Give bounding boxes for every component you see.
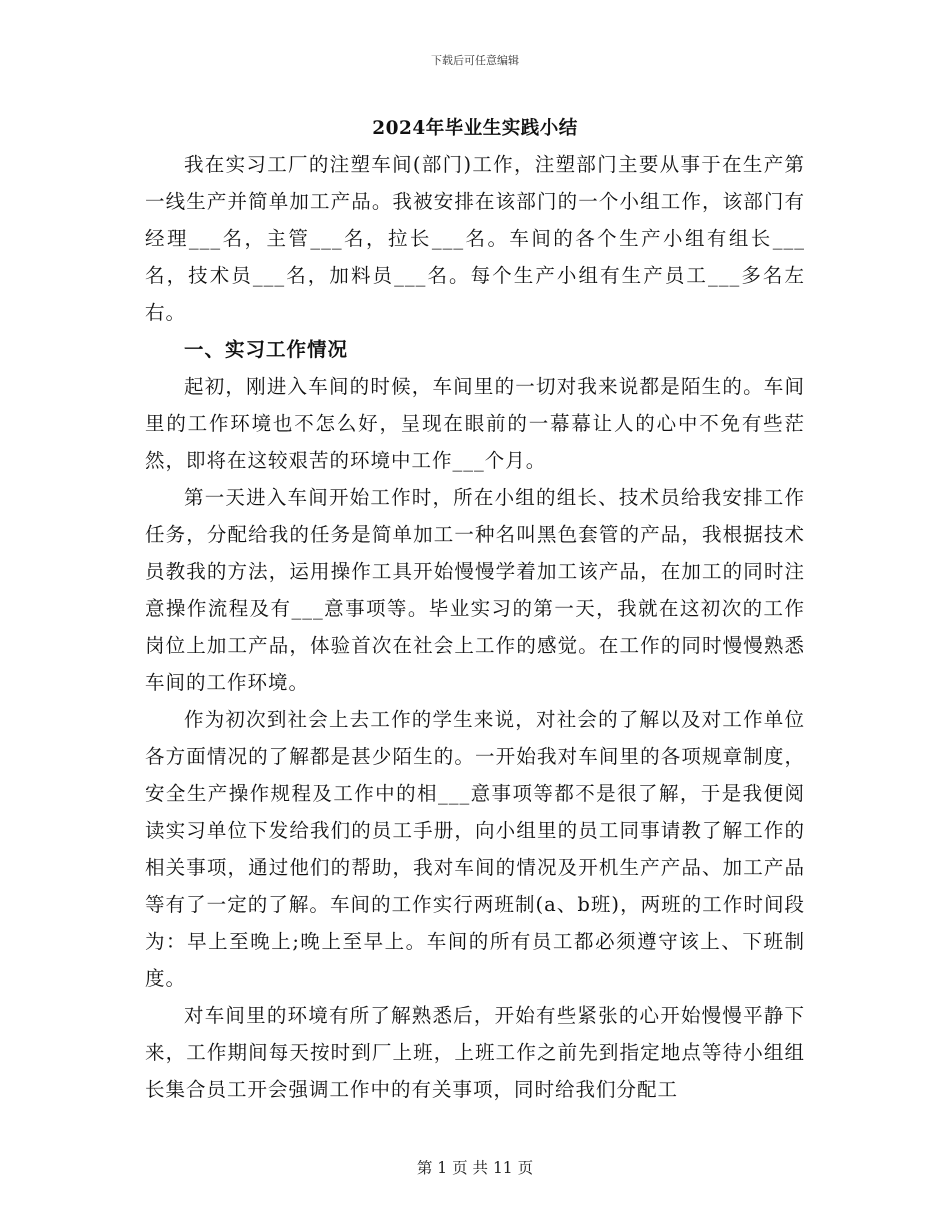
paragraph-intro: 我在实习工厂的注塑车间(部门)工作，注塑部门主要从事于在生产第一线生产并简单加工产品。我被安排在该部门的一个小组工作，该部门有经理___名，主管___名，拉长___名。车间的各个生产小组有组长___名，技术员___名，加料员___名。每个生产小组有生产员工___多名左右。 (145, 153, 805, 324)
document-body (145, 146, 805, 1108)
header-note: 下载后可任意编辑 (431, 54, 519, 67)
paragraph-learning: 作为初次到社会上去工作的学生来说，对社会的了解以及对工作单位各方面情况的了解都是甚少陌生的。一开始我对车间里的各项规章制度，安全生产操作规程及工作中的相___意事项等都不是很了解，于是我便阅读实习单位下发给我们的员工手册，向小组里的员工同事请教了解工作的相关事项，通过他们的帮助，我对车间的情况及开机生产产品、加工产品等有了一定的了解。车间的工作实行两班制(a、b班)，两班的工作时间段为：早上至晚上;晚上至早上。车间的所有员工都必须遵守该上、下班制度。 (145, 708, 805, 990)
page-number-footer: 第 1 页 共 11 页 (416, 1159, 534, 1177)
paragraph-settling-in: 对车间里的环境有所了解熟悉后，开始有些紧张的心开始慢慢平静下来，工作期间每天按时到厂上班，上班工作之前先到指定地点等待小组组长集合员工开会强调工作中的有关事项，同时给我们分配工 (145, 1004, 805, 1101)
section-heading: 一、实习工作情况 (184, 338, 349, 361)
paragraph-first-day: 第一天进入车间开始工作时，所在小组的组长、技术员给我安排工作任务，分配给我的任务是简单加工一种名叫黑色套管的产品，我根据技术员教我的方法，运用操作工具开始慢慢学着加工该产品，在加工的同时注意操作流程及有___意事项等。毕业实习的第一天，我就在这初次的工作岗位上加工产品，体验首次在社会上工作的感觉。在工作的同时慢慢熟悉车间的工作环境。 (145, 486, 805, 694)
document-title: 2024年毕业生实践小结 (372, 118, 578, 139)
paragraph-first-impression: 起初，刚进入车间的时候，车间里的一切对我来说都是陌生的。车间里的工作环境也不怎么好，呈现在眼前的一幕幕让人的心中不免有些茫然，即将在这较艰苦的环境中工作___个月。 (145, 375, 805, 472)
